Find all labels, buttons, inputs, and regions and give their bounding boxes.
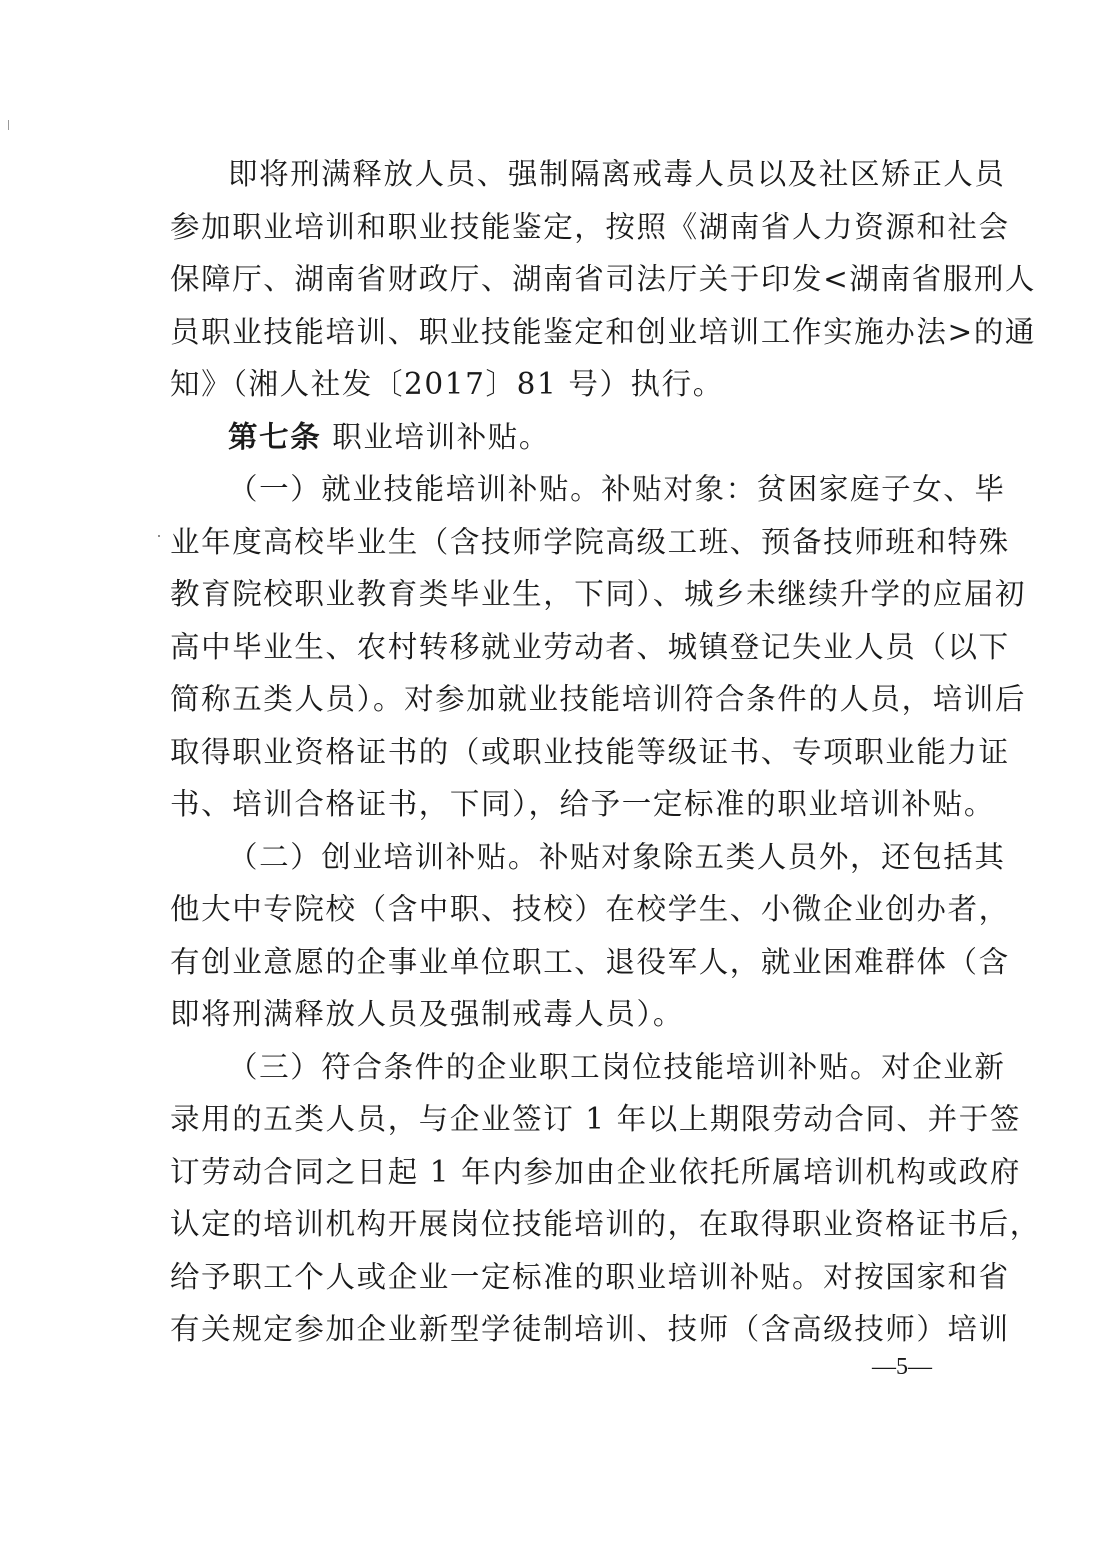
text-line: （二）创业培训补贴。补贴对象除五类人员外，还包括其 [228,839,1006,874]
scan-artifact [8,120,9,130]
text-line: 即将刑满释放人员及强制戒毒人员）。 [170,997,684,1031]
page-number: —5— [872,1354,932,1380]
text-line: 书、培训合格证书，下同），给予一定标准的职业培训补贴。 [170,787,995,821]
text-line: 保障厅、湖南省财政厅、湖南省司法厅关于印发<湖南省服刑人 [170,262,1037,296]
scan-artifact-dot [158,535,160,537]
text-line: （一）就业技能培训补贴。补贴对象：贫困家庭子女、毕 [228,472,1006,506]
text-line: 有关规定参加企业新型学徒制培训、技师（含高级技师）培训 [170,1312,1010,1346]
text-line: 业年度高校毕业生（含技师学院高级工班、预备技师班和特殊 [170,524,1010,559]
article-heading [170,411,940,464]
text-line: 员职业技能培训、职业技能鉴定和创业培训工作实施办法>的通 [170,314,1037,349]
article-title: 职业培训补贴。 [332,419,550,454]
text-line: 知》（湘人社发〔2017〕81 号）执行。 [170,367,724,401]
text-line: 认定的培训机构开展岗位技能培训的，在取得职业资格证书后， [170,1207,1041,1241]
text-line: 有创业意愿的企事业单位职工、退役军人，就业困难群体（含 [170,944,1010,979]
text-line: （三）符合条件的企业职工岗位技能培训补贴。对企业新 [228,1049,1006,1084]
text-line: 给予职工个人或企业一定标准的职业培训补贴。对按国家和省 [170,1259,1010,1294]
text-line: 他大中专院校（含中职、技校）在校学生、小微企业创办者， [170,892,1010,926]
body-text [170,148,1041,1356]
article-number: 第七条 [228,418,322,454]
text-line: 即将刑满释放人员、强制隔离戒毒人员以及社区矫正人员 [228,157,1006,191]
text-line: 取得职业资格证书的（或职业技能等级证书、专项职业能力证 [170,734,1010,769]
text-line: 高中毕业生、农村转移就业劳动者、城镇登记失业人员（以下 [170,629,1010,664]
text-line: 参加职业培训和职业技能鉴定，按照《湖南省人力资源和社会 [170,209,1010,244]
text-line: 教育院校职业教育类毕业生，下同）、城乡未继续升学的应届初 [170,577,1027,611]
text-line: 简称五类人员）。对参加就业技能培训符合条件的人员，培训后 [170,682,1027,716]
text-line: 订劳动合同之日起 1 年内参加由企业依托所属培训机构或政府 [170,1154,1021,1189]
text-line: 录用的五类人员，与企业签订 1 年以上期限劳动合同、并于签 [170,1102,1021,1136]
